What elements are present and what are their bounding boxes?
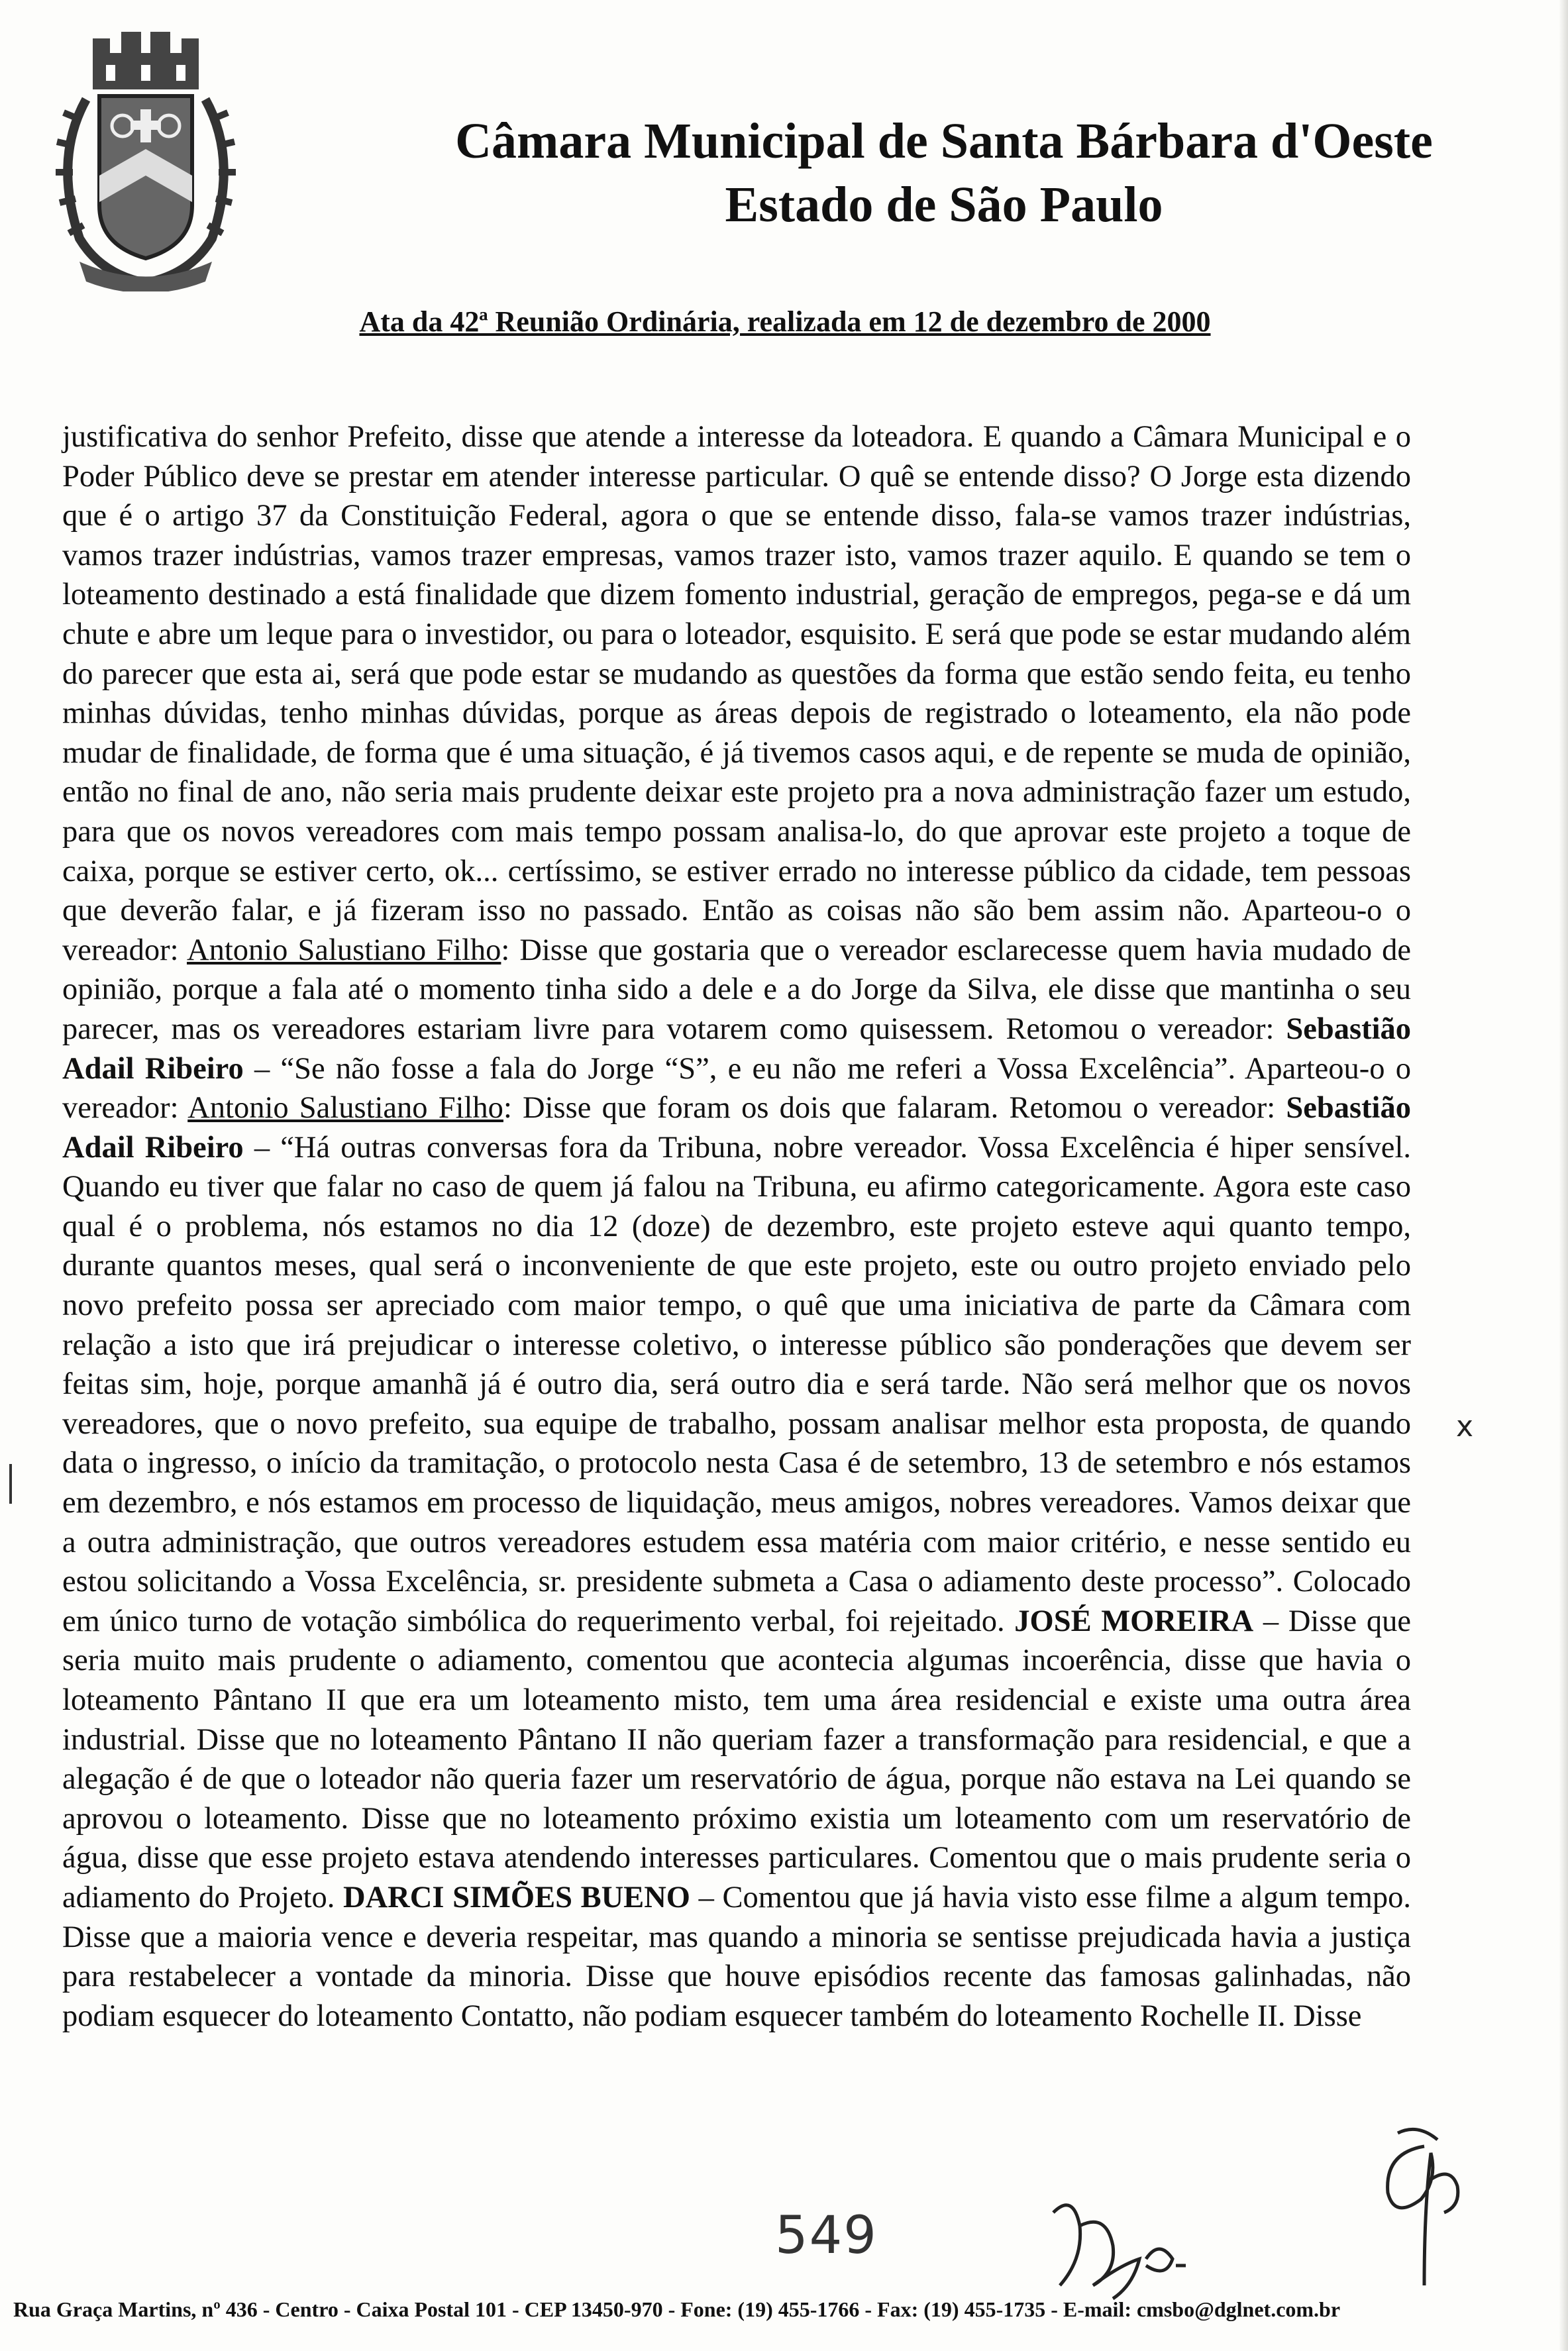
body-segment: : Disse que foram os dois que falaram. Retomou o vereador: [503, 1091, 1286, 1125]
footer-address: Rua Graça Martins, nº 436 - Centro - Caixa Postal 101 - CEP 13450-970 - Fone: (19) 455-1766 - Fax: (19) 455-1735 - E-mail: cmsbo@dglnet.com.br [13, 2297, 1341, 2321]
minutes-title: Ata da 42ª Reunião Ordinária, realizada em 12 de dezembro de 2000 [359, 305, 1211, 338]
body-segment: justificativa do senhor Prefeito, disse que atende a interesse da loteadora. E quando a Câmara Municipal e o Poder Público deve se prestar em atender interesse particular. O quê se entende disso? O Jorge esta dizendo que é o artigo 37 da Constituição Federal, agora o que se entende disso, fala-se vamos trazer indústrias, vamos trazer indústrias, vamos trazer empresas, vamos trazer isto, vamos trazer aquilo. E quando se tem o loteamento destinado a está finalidade que dizem fomento industrial, geração de empregos, pega-se e dá um chute e abre um leque para o investidor, ou para o loteador, esquisito. E será que pode se estar mudando além do parecer que esta ai, será que pode estar se mudando as questões da forma que estão sendo feita, eu tenho minhas dúvidas, tenho minhas dúvidas, porque as áreas depois de registrado o loteamento, ela não pode mudar de finalidade, de forma que é uma situação, é já tivemos casos aqui, e de repente se muda de opinião, então no final de ano, não seria mais prudente deixar este projeto pra a nova administração fazer um estudo, para que os novos vereadores com mais tempo possam analisa-lo, do que aprovar este projeto a toque de caixa, porque se estiver certo, ok... certíssimo, se estiver errado no interesse público da cidade, tem pessoas que deverão falar, e já fizeram isso no passado. Então as coisas não são bem assim não. Aparteou-o o vereador: [62, 420, 1411, 967]
body-segment: – Disse que seria muito mais prudente o adiamento, comentou que acontecia algumas incoerência, disse que havia o loteamento Pântano II que era um loteamento misto, tem uma área residencial e existe uma outra área industrial. Disse que no loteamento Pântano II não queriam fazer a transformação para residencial, e que a alegação é de que o loteador não queria fazer um reservatório de água, porque não estava na Lei quando se aprovou o loteamento. Disse que no loteamento próximo existia um loteamento com um reservatório de água, disse que esse projeto estava atendendo interesses particulares. Comentou que o mais prudente seria o adiamento do Projeto. [62, 1604, 1411, 1914]
page-number: 549 [775, 2206, 878, 2266]
councilor-name: Antonio Salustiano Filho [187, 1091, 503, 1125]
minutes-body [62, 417, 1411, 2036]
body-segment: – “Há outras conversas fora da Tribuna, nobre vereador. Vossa Excelência é hiper sensível. Quando eu tiver que falar no caso de quem já falou na Tribuna, eu afirmo categoricamente. Agora este caso qual é o problema, nós estamos no dia 12 (doze) de dezembro, este projeto esteve aqui quanto tempo, durante quantos meses, qual será o inconveniente de que este projeto, este ou outro projeto enviado pelo novo prefeito possa ser apreciado com maior tempo, o quê que uma iniciativa de parte da Câmara com relação a isto que irá prejudicar o interesse coletivo, o interesse público são ponderações que devem ser feitas sim, hoje, porque amanhã já é outro dia, será outro dia e será tarde. Não será melhor que os novos vereadores, que o novo prefeito, sua equipe de trabalho, possam analisar melhor esta proposta, de quando data o ingresso, o início da tramitação, o protocolo nesta Casa é de setembro, 13 de setembro e nós estamos em dezembro, e nós estamos em processo de liquidação, meus amigos, nobres vereadores. Vamos deixar que a outra administração, que outros vereadores estudem essa matéria com maior critério, e nesse sentido eu estou solicitando a Vossa Excelência, sr. presidente submeta a Casa o adiamento deste processo”. Colocado em único turno de votação simbólica do requerimento verbal, foi rejeitado. [62, 1130, 1411, 1638]
letterhead [397, 109, 1490, 236]
body-segment: – “Se não fosse a fala do Jorge “S”, e eu não me referi a Vossa Excelência”. Aparteou-o o vereador: [62, 1051, 1411, 1125]
signature-icon [1358, 2126, 1477, 2299]
councilor-name: DARCI SIMÕES BUENO [343, 1880, 690, 1914]
councilor-name: Sebastião Adail Ribeiro [62, 1012, 1411, 1086]
state-name: Estado de São Paulo [725, 177, 1163, 233]
page-edge-shadow [1559, 0, 1568, 2351]
margin-mark: x [1456, 1410, 1474, 1443]
coat-of-arms-icon [40, 26, 252, 291]
body-segment: – Comentou que já havia visto esse filme a algum tempo. Disse que a maioria vence e deveria respeitar, mas quando a minoria se sentisse prejudicada havia a justiça para restabelecer a vontade da minoria. Disse que houve episódios recente das famosas galinhadas, não podiam esquecer do loteamento Contatto, não podiam esquecer também do loteamento Rochelle II. Disse [62, 1880, 1412, 2033]
body-segment: : Disse que gostaria que o vereador esclarecesse quem havia mudado de opinião, porque a fala até o momento tinha sido a dele e a do Jorge da Silva, ele disse que mantinha o seu parecer, mas os vereadores estariam livre para votarem como quisessem. Retomou o vereador: [62, 933, 1411, 1046]
margin-tick [9, 1464, 12, 1504]
councilor-name: Sebastião Adail Ribeiro [62, 1091, 1411, 1165]
councilor-name: Antonio Salustiano Filho [187, 933, 501, 967]
councilor-name: JOSÉ MOREIRA [1014, 1604, 1254, 1638]
organization-name: Câmara Municipal de Santa Bárbara d'Oeste [455, 113, 1433, 169]
